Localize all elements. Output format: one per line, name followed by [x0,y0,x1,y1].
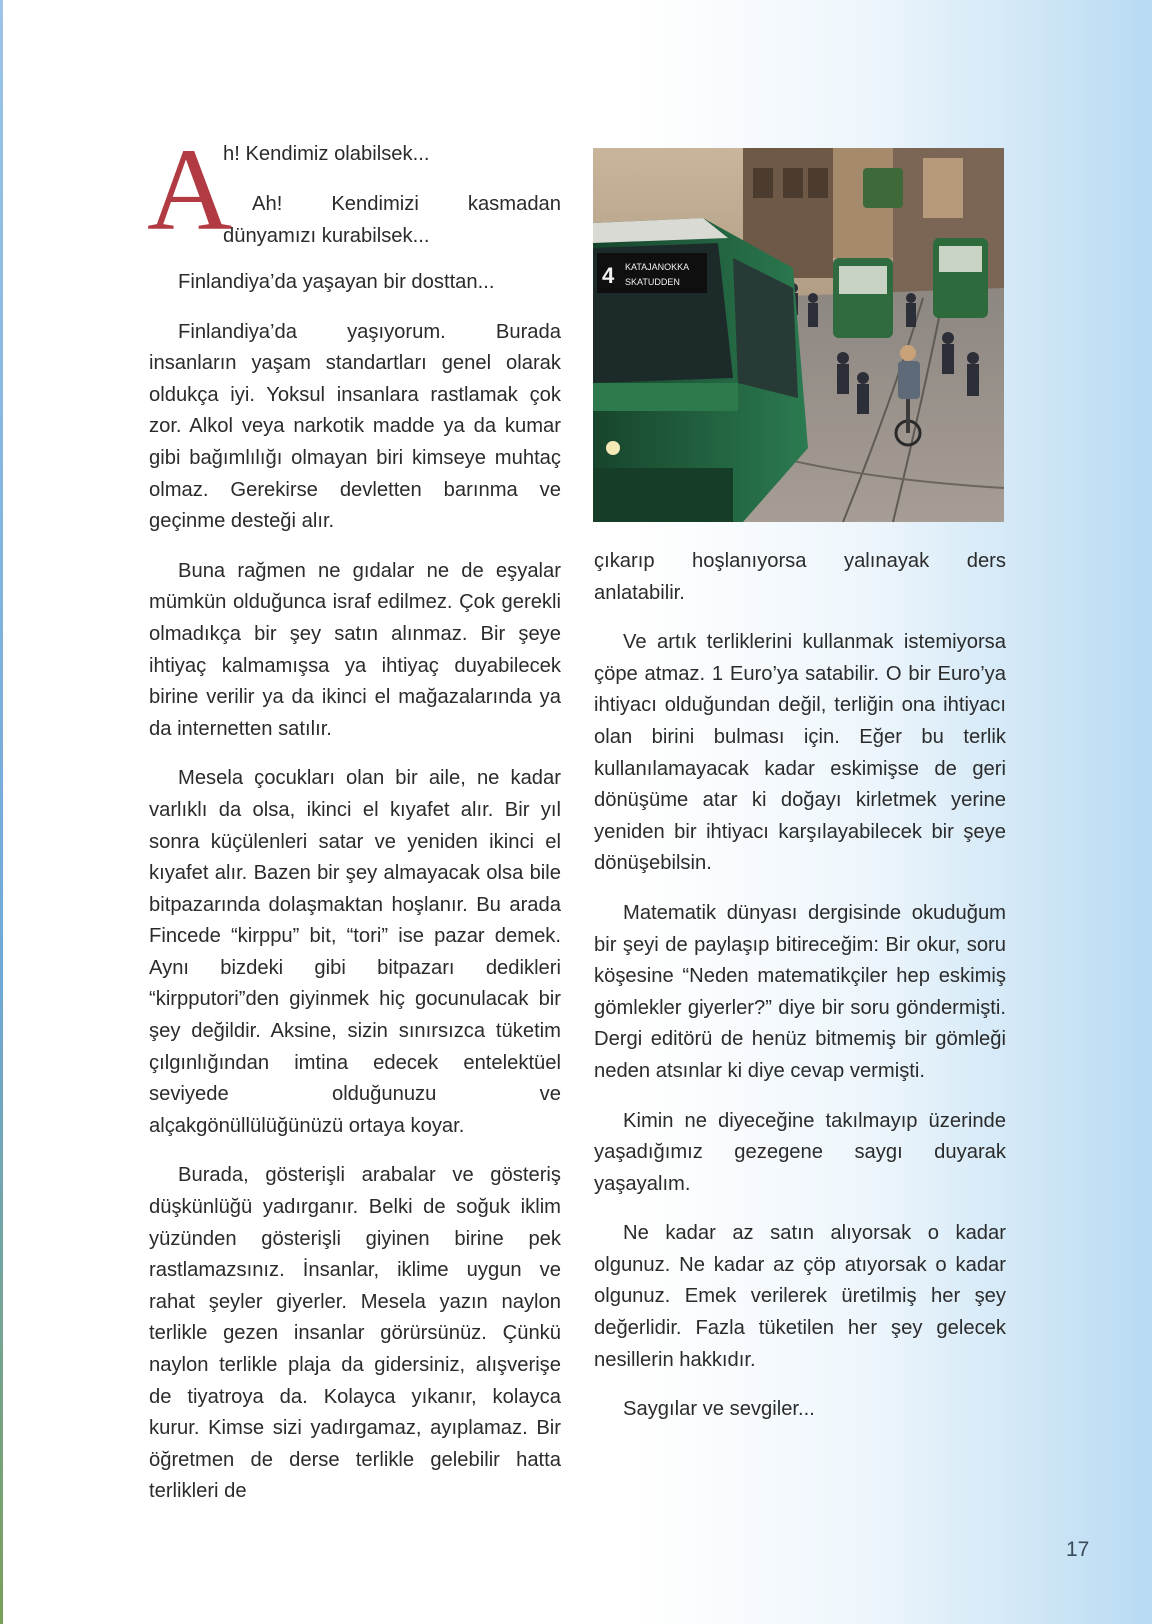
paragraph: Burada, gösterişli arabalar ve gösteriş düşkünlüğü yadırganır. Belki de soğuk iklim yüzünden gösterişli giyinen birine pek rastlamazsınız. İnsanlar, iklime uygun ve rahat şeyler giyerler. Mesela yazın naylon terlikle gezen insanlar görürsünüz. Çünkü naylon terlikle plaja da gidersiniz, alışverişe de tiyatroya da. Kolayca yıkanır, kolayca kurur. Kimse sizi yadırgamaz, ayıplamaz. Bir öğretmen de derse terlikle gelebilir hatta terlikleri de [149,1164,561,1503]
paragraph: Ne kadar az satın alıyorsak o kadar olgunuz. Ne kadar az çöp atıyorsak o kadar olgunuz. Emek verilerek üretilmiş her şey değerlidir. Fazla tüketilen her şey gelecek nesillerin hakkıdır. [594,1222,1006,1371]
drop-cap: A [147,124,233,255]
page-edge [0,0,3,1624]
tram-street-illustration [593,148,1004,522]
opening [147,124,561,255]
tram-route-number: 4 [602,263,615,288]
paragraph: Ve artık terliklerini kullanmak istemiyorsa çöpe atmaz. 1 Euro’ya satabilir. O bir Euro’ya ihtiyacı olduğundan değil, terliğin ona ihtiyacı olan birini bulması için. Eğer bu terlik kullanılamayacak kadar eskimişse de geri dönüşüme atar ki doğayı kirletmek yerine yeniden bir ihtiyacı karşılayabilecek bir şeye dönüşebilsin. [594,631,1006,875]
paragraph: Finlandiya’da yaşıyorum. Burada insanların yaşam standartları genel olarak oldukça iyi. Yoksul insanlara rastlamak çok zor. Alkol veya narkotik madde ya da kumar gibi bağımlılığı olmayan biri kimseye muhtaç olmaz. Gerekirse devletten barınma ve geçinme desteği alır. [149,320,561,533]
helsinki-tram-photo [593,148,1004,522]
paragraph: Kimin ne diyeceğine takılmayıp üzerinde yaşadığımız gezegene saygı duyarak yaşayalım. [594,1109,1006,1195]
paragraph: Mesela çocukları olan bir aile, ne kadar varlıklı da olsa, ikinci el kıyafet alır. Bir yıl sonra küçülenleri satar ve yeniden ikinci el kıyafet alır. Bazen bir şey almayacak olsa bile bitpazarında dolaşmaktan hoşlanır. Bu arada Fincede “kirppu” bit, “tori” ise pazar demek. Aynı bizdeki gibi bitpazarı dedikleri “kirpputori”den giyinmek hiç gocunulacak bir şey değildir. Aksine, sizin sınırsızca tüketim çılgınlığından imtina edecek entelektüel seviyede olduğunuzu ve alçakgönüllülüğünüzü ortaya koyar. [149,767,561,1137]
tram-destination-1: KATAJANOKKA [625,262,690,272]
opening-line-1: h! Kendimiz olabilsek... [223,143,430,165]
paragraph: Finlandiya’da yaşayan bir dosttan... [178,271,495,293]
closing-line: Saygılar ve sevgiler... [623,1398,815,1421]
opening-line-2: Ah! Kendimizi kasmadan dünyamızı kurabilsek... [223,193,561,247]
paragraph: Buna rağmen ne gıdalar ne de eşyalar mümkün olduğunca israf edilmez. Çok gerekli olmadıkça bir şey satın alınmaz. Bir şeye ihtiyaç kalmamışsa ya ihtiyaç duyabilecek birine verilir ya da ikinci el mağazalarında ya da internetten satılır. [149,559,561,740]
left-column [147,124,561,1526]
paragraph-continuation: çıkarıp hoşlanıyorsa yalınayak ders anlatabilir. [594,550,1006,604]
right-column [594,546,1006,1444]
paragraph: Matematik dünyası dergisinde okuduğum bir şeyi de paylaşıp bitireceğim: Bir okur, soru köşesine “Neden matematikçiler hep eskimiş gömlekler giyerler?” diye bir soru göndermişti. Dergi editörü de henüz bitmemiş bir gömleği neden atsınlar ki diye cevap vermişti. [594,901,1006,1082]
page-number: 17 [1066,1538,1090,1561]
tram-destination-2: SKATUDDEN [625,277,680,287]
